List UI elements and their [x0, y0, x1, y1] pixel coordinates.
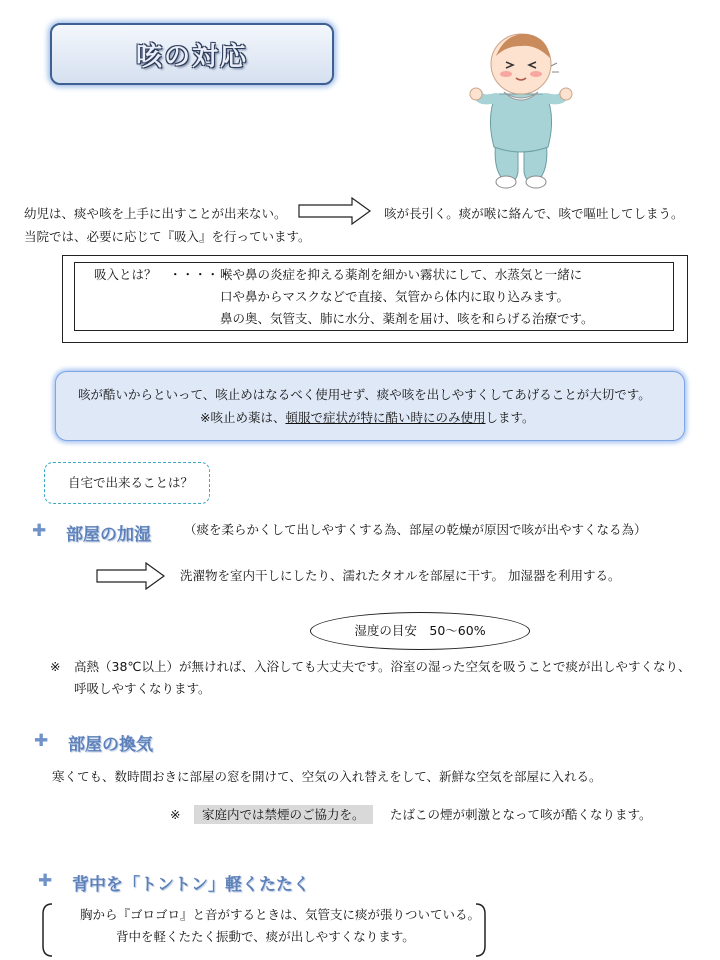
section2-text: 寒くても、数時間おきに部屋の窓を開けて、空気の入れ替えをして、新鮮な空気を部屋に入れる。	[52, 769, 602, 784]
section3-line2: 背中を軽くたたく振動で、痰が出しやすくなります。	[116, 929, 415, 944]
definition-line1: 喉や鼻の炎症を抑える薬剤を細かい霧状にして、水蒸気と一緒に	[220, 267, 583, 282]
info-line2-underlined: 頓服で症状が特に酷い時にのみ使用	[285, 410, 486, 425]
home-care-label: 自宅で出来ることは？	[68, 475, 194, 490]
intro-line1-left: 幼児は、痰や咳を上手に出すことが出来ない。	[24, 206, 287, 221]
definition-line3: 鼻の奥、気管支、肺に水分、薬剤を届け、咳を和らげる治療です。	[220, 311, 594, 326]
humidity-oval	[310, 612, 530, 650]
info-line1: 咳が酷いからといって、咳止めはなるべく使用せず、痰や咳を出しやすくしてあげることが大切です。	[78, 387, 651, 402]
section1-heading: 部屋の加湿	[66, 525, 151, 545]
humidity-label: 湿度の目安 50～60%	[354, 623, 486, 638]
definition-line2: 口や鼻からマスクなどで直接、気管から体内に取り込みます。	[220, 289, 570, 304]
section2-asterisk: ※	[170, 807, 181, 822]
plus-icon: ✚	[34, 731, 49, 751]
section1-tip: 洗濯物を室内干しにしたり、濡れたタオルを部屋に干す。 加湿器を利用する。	[180, 568, 621, 583]
info-line2-suffix: します。	[485, 410, 535, 425]
info-line2	[200, 409, 535, 427]
right-arrow-icon	[298, 197, 372, 225]
page-title: 咳の対応	[135, 41, 248, 72]
no-smoking-highlight	[194, 806, 373, 824]
no-smoking-text: 家庭内では禁煙のご協力を。	[194, 805, 373, 824]
intro-line1-right: 咳が長引く。痰が喉に絡んで、咳で嘔吐してしまう。	[384, 206, 684, 221]
section1-remark-line1: 高熱（38℃以上）が無ければ、入浴しても大丈夫です。浴室の湿った空気を吸うことで痰が出しやすくなり、	[74, 659, 691, 674]
section1-remark-line2: 呼吸しやすくなります。	[74, 681, 211, 696]
section2-heading: 部屋の換気	[68, 735, 153, 755]
intro-line2: 当院では、必要に応じて『吸入』を行っています。	[24, 229, 311, 244]
title-box	[50, 23, 334, 85]
coughing-baby-illustration	[466, 22, 576, 192]
info-box	[55, 371, 685, 441]
section2-after: たばこの煙が刺激となって咳が酷くなります。	[390, 807, 652, 822]
definition-label: 吸入とは？ ・・・・・	[94, 267, 232, 282]
info-line2-prefix: ※咳止め薬は、	[200, 410, 286, 425]
section3-heading: 背中を「トントン」軽くたたく	[72, 875, 310, 895]
right-arrow-icon	[96, 562, 166, 590]
section1-asterisk: ※	[50, 659, 61, 674]
plus-icon: ✚	[38, 871, 53, 891]
plus-icon: ✚	[32, 521, 47, 541]
section1-note: （痰を柔らかくして出しやすくする為、部屋の乾燥が原因で咳が出やすくなる為）	[184, 522, 647, 537]
section3-line1: 胸から『ゴロゴロ』と音がするときは、気管支に痰が張りついている。	[80, 907, 481, 922]
